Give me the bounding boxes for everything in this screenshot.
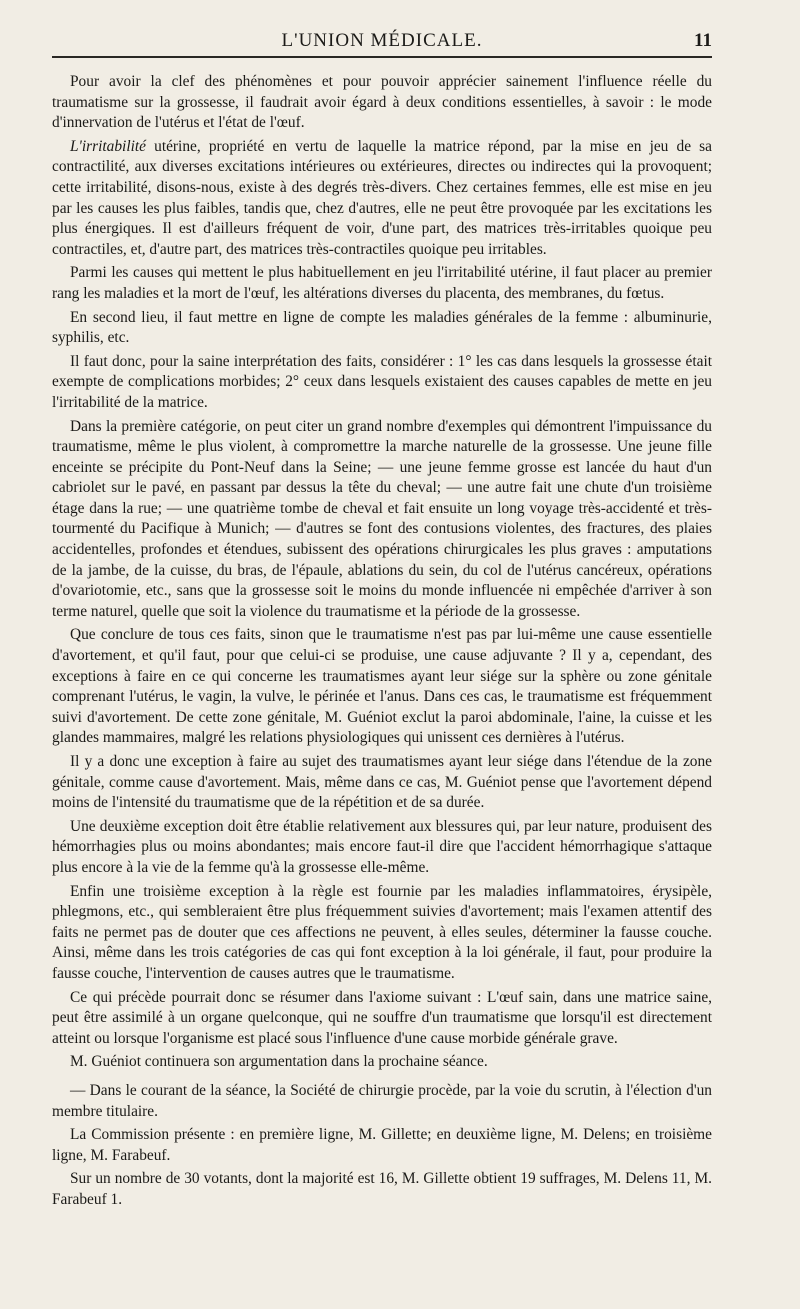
- article-body: [52, 58, 712, 1210]
- paragraph: M. Guéniot continuera son argumentation dans la prochaine séance.: [70, 1053, 488, 1071]
- paragraph: Dans la première catégorie, on peut citer un grand nombre d'exemples qui démontrent l'impuissance du traumatisme, même le plus violent, à compromettre la marche naturelle de la grossesse. Une jeune fille enceinte se précipite du Pont-Neuf dans la Seine; — une jeune femme grosse est lancée du haut d'un cabriolet sur le pavé, en passant par dessus la tête du cheval; — une autre fait une chute d'un troisième étage dans la rue; — une quatrième tombe de cheval et fait ensuite un long voyage très-accidenté et très-tourmenté du Pacifique à Munich; — d'autres se font des contusions violentes, des fractures, des plaies accidentelles, profondes et étendues, subissent des opérations chirurgicales les plus graves : amputations de la jambe, de la cuisse, du bras, de l'épaule, ablations du sein, du col de l'utérus cancéreux, opérations d'ovariotomie, etc., sans que la grossesse soit le moins du monde influencée ni empêchée d'arriver à son terme naturel, quelle que soit la violence du traumatisme et la période de la grossesse.: [52, 417, 712, 620]
- paragraph: Sur un nombre de 30 votants, dont la majorité est 16, M. Gillette obtient 19 suffrages, M. Delens 11, M. Farabeuf 1.: [52, 1170, 712, 1208]
- paragraph: Une deuxième exception doit être établie relativement aux blessures qui, par leur nature, produisent des hémorrhagies plus ou moins abondantes; mais encore faut-il dire que l'accident hémorrhagique s'attaque plus encore à la vie de la femme qu'à la grossesse elle-même.: [52, 817, 712, 876]
- paragraph: L'irritabilité utérine, propriété en vertu de laquelle la matrice répond, par la mise en jeu de sa contractilité, aux diverses excitations intérieures ou extérieures, directes ou indirectes qui la provoquent; cette irritabilité, disons-nous, existe à des degrés très-divers. Chez certaines femmes, elle est mise en jeu par les causes les plus faibles, tandis que, chez d'autres, elle ne peut être provoquée par les excitations les plus énergiques. Il est d'ailleurs fréquent de voir, d'une part, des matrices très-irritables quoique peu contractiles, et, d'autre part, des matrices très-contractiles quoique peu irritables.: [52, 137, 712, 258]
- running-header: [52, 22, 712, 58]
- paragraph: Ce qui précède pourrait donc se résumer dans l'axiome suivant : L'œuf sain, dans une matrice saine, peut être assimilé à un organe quelconque, qui ne souffre d'un traumatisme que lorsqu'il est directement atteint ou lorsque l'organisme est placé sous l'influence d'une cause morbide générale grave.: [52, 988, 712, 1047]
- paragraph: Enfin une troisième exception à la règle est fournie par les maladies inflammatoires, érysipèle, phlegmons, etc., qui sembleraient être plus fréquemment suivies d'avortement; mais l'examen attentif des faits ne permet pas de douter que ces affections ne peuvent, à elles seules, déterminer la fausse couche. Ainsi, même dans les trois catégories de cas qui font exception à la loi générale, il faut, pour produire la fausse couche, l'intervention de causes autres que le traumatisme.: [52, 882, 712, 982]
- paragraph: La Commission présente : en première ligne, M. Gillette; en deuxième ligne, M. Delens; en troisième ligne, M. Farabeuf.: [52, 1126, 712, 1164]
- italic-lead: L'irritabilité: [70, 137, 146, 155]
- paragraph: En second lieu, il faut mettre en ligne de compte les maladies générales de la femme : albuminurie, syphilis, etc.: [52, 308, 712, 347]
- paragraph: Que conclure de tous ces faits, sinon que le traumatisme n'est pas par lui-même une cause essentielle d'avortement, et qu'il faut, pour que celui-ci se produise, une cause adjuvante ? Il y a, cependant, des exceptions à faire en ce qui concerne les traumatismes ayant leur siége sur la sphère ou zone génitale comprenant l'utérus, le vagin, la vulve, le périnée et l'anus. Dans ces cas, le traumatisme est fréquemment suivi d'avortement. De cette zone génitale, M. Guéniot exclut la paroi abdominale, l'aine, la cuisse et les glandes mammaires, malgré les relations physiologiques qui unissent ces dernières à l'utérus.: [52, 626, 712, 747]
- journal-title: L'UNION MÉDICALE.: [281, 30, 483, 51]
- paragraph: Pour avoir la clef des phénomènes et pour pouvoir apprécier sainement l'influence réelle du traumatisme sur la grossesse, il faudrait avoir égard à deux conditions essentielles, à savoir : le mode d'innervation de l'utérus et l'état de l'œuf.: [52, 73, 712, 132]
- paragraph: — Dans le courant de la séance, la Société de chirurgie procède, par la voie du scrutin, à l'élection d'un membre titulaire.: [52, 1081, 712, 1120]
- paragraph: Il faut donc, pour la saine interprétation des faits, considérer : 1° les cas dans lesquels la grossesse était exempte de complications morbides; 2° ceux dans lesquels existaient des causes capables de mette en jeu l'irritabilité de la matrice.: [52, 352, 712, 411]
- page-number: 11: [694, 30, 712, 51]
- paragraph: Parmi les causes qui mettent le plus habituellement en jeu l'irritabilité utérine, il faut placer au premier rang les maladies et la mort de l'œuf, les altérations diverses du placenta, des membranes, du fœtus.: [52, 264, 712, 302]
- paragraph: Il y a donc une exception à faire au sujet des traumatismes ayant leur siége dans l'étendue de la zone génitale, comme cause d'avortement. Mais, même dans ce cas, M. Guéniot pense que l'avortement dépend moins de l'intensité du traumatisme que de la répétition et de sa durée.: [52, 753, 712, 812]
